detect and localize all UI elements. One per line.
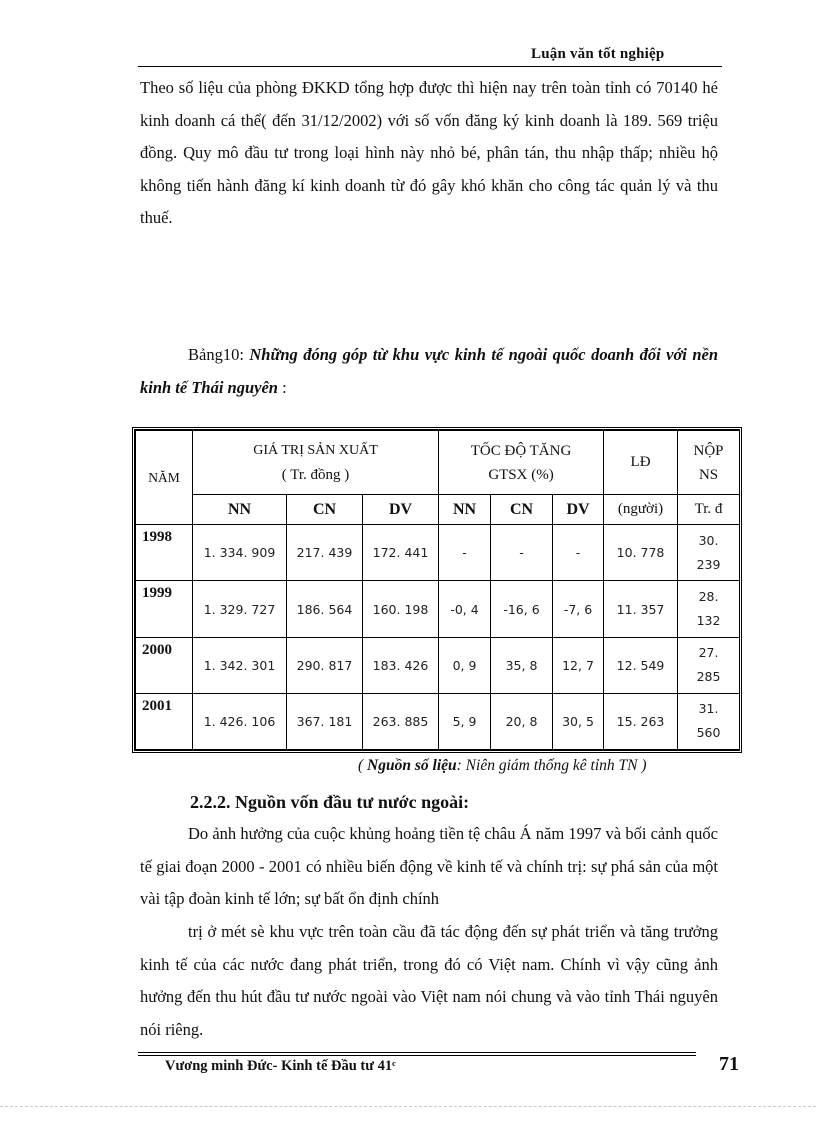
cell-nop-part1: 30. [698, 532, 719, 548]
cell-gtsx-cn: 217. 439 [287, 525, 363, 581]
cell-nop-part1: 27. [698, 645, 719, 661]
header-nop [678, 431, 740, 495]
table-caption-label: Bảng10: [188, 345, 244, 364]
cell-growth-nn: 0, 9 [439, 637, 491, 693]
subheader-gtsx-cn: CN [287, 495, 363, 525]
source-open: ( [358, 757, 368, 774]
cell-gtsx-dv: 172. 441 [363, 525, 439, 581]
footer-rule-top [138, 1052, 696, 1053]
header-rule [138, 66, 722, 67]
header-year: NĂM [136, 431, 193, 525]
cell-nop [678, 693, 740, 749]
subheader-growth-cn: CN [491, 495, 553, 525]
cell-gtsx-dv: 263. 885 [363, 693, 439, 749]
cell-growth-cn: 20, 8 [491, 693, 553, 749]
contribution-table [132, 427, 742, 753]
table-source [358, 757, 647, 775]
source-text: : Niên giám thống kê tỉnh TN ) [456, 757, 647, 774]
cell-ld: 15. 263 [604, 693, 678, 749]
row-year: 1998 [136, 525, 193, 581]
cell-gtsx-nn: 1. 334. 909 [193, 525, 287, 581]
cell-growth-nn: - [439, 525, 491, 581]
body-paragraph-1 [140, 818, 718, 916]
cell-nop-part1: 28. [698, 589, 719, 605]
cell-nop-part2: 132 [696, 613, 721, 629]
cell-nop [678, 581, 740, 637]
cell-growth-dv: -7, 6 [553, 581, 604, 637]
source-label: Nguồn số liệu [367, 757, 457, 774]
cell-gtsx-dv: 183. 426 [363, 637, 439, 693]
cell-nop [678, 637, 740, 693]
table-caption [140, 338, 718, 404]
subheader-growth-nn: NN [439, 495, 491, 525]
cell-growth-cn: -16, 6 [491, 581, 553, 637]
intro-text: Theo số liệu của phòng ĐKKD tổng hợp được thì hiện nay trên toàn tỉnh có 70140 hé kinh doanh cá thể( đến 31/12/2002) với số vốn đăng ký kinh doanh là 189. 569 triệu đồng. Quy mô đầu tư trong loại hình này nhỏ bé, phân tán, thu nhập thấp; nhiều hộ không tiến hành đăng kí kinh doanh từ đó gây khó khăn cho công tác quản lý và thu thuế. [140, 78, 718, 227]
row-year: 1999 [136, 581, 193, 637]
header-growth-line2: GTSX (%) [488, 466, 554, 483]
cell-growth-cn: - [491, 525, 553, 581]
header-growth [439, 431, 604, 495]
body-text-2: trị ở mét sè khu vực trên toàn cầu đã tác động đến sự phát triển và tăng trưởng kinh tế của các nước đang phát triển, trong đó có Việt nam. Chính vì vậy cũng ảnh hưởng đến thu hút đầu tư nước ngoài vào Việt nam nói chung và vào tỉnh Thái nguyên nói riêng. [140, 922, 718, 1039]
header-gtsx-line2: ( Tr. đồng ) [281, 466, 350, 483]
body-paragraph-2 [140, 916, 718, 1046]
cell-growth-dv: - [553, 525, 604, 581]
header-nop-line1: NỘP [693, 442, 724, 459]
footer-rule-bottom [138, 1055, 696, 1056]
cell-nop-part2: 560 [696, 725, 721, 741]
subheader-ld-unit: (người) [604, 495, 678, 525]
header-nop-line2: NS [698, 466, 719, 483]
cell-nop [678, 525, 740, 581]
header-gtsx [193, 431, 439, 495]
cell-gtsx-nn: 1. 329. 727 [193, 581, 287, 637]
cell-nop-part2: 285 [696, 669, 721, 685]
cell-ld: 11. 357 [604, 581, 678, 637]
cell-ld: 12. 549 [604, 637, 678, 693]
row-year: 2001 [136, 693, 193, 749]
table-row [136, 693, 740, 749]
cell-growth-cn: 35, 8 [491, 637, 553, 693]
table-row [136, 525, 740, 581]
cell-gtsx-nn: 1. 342. 301 [193, 637, 287, 693]
table-caption-suffix: : [282, 378, 287, 397]
cell-growth-dv: 12, 7 [553, 637, 604, 693]
footer-author: Vương minh Đức- Kinh tế Đầu tư 41ᶜ [165, 1058, 396, 1074]
subheader-gtsx-nn: NN [193, 495, 287, 525]
cell-nop-part1: 31. [698, 701, 719, 717]
cell-growth-dv: 30, 5 [553, 693, 604, 749]
subheader-growth-dv: DV [553, 495, 604, 525]
header-growth-line1: TỐC ĐỘ TĂNG [470, 442, 572, 459]
cell-gtsx-cn: 186. 564 [287, 581, 363, 637]
cell-growth-nn: 5, 9 [439, 693, 491, 749]
table-caption-title: Những đóng góp từ khu vực kinh tế ngoài quốc doanh đối với nền kinh tế Thái nguyên [140, 345, 719, 397]
table-row [136, 637, 740, 693]
cell-gtsx-dv: 160. 198 [363, 581, 439, 637]
page-number: 71 [719, 1053, 739, 1075]
header-gtsx-line1: GIÁ TRỊ SẢN XUẤT [253, 442, 378, 458]
header-ld: LĐ [604, 431, 678, 495]
page-edge-divider [0, 1106, 816, 1107]
subheader-gtsx-dv: DV [363, 495, 439, 525]
cell-gtsx-nn: 1. 426. 106 [193, 693, 287, 749]
section-heading: 2.2.2. Nguồn vốn đầu tư nước ngoài: [190, 792, 470, 812]
running-header: Luận văn tốt nghiệp [531, 46, 665, 62]
intro-paragraph [140, 72, 718, 235]
table-row [136, 581, 740, 637]
cell-growth-nn: -0, 4 [439, 581, 491, 637]
row-year: 2000 [136, 637, 193, 693]
body-text-1: Do ảnh hưởng của cuộc khủng hoảng tiền tệ châu Á năm 1997 và bối cảnh quốc tế giai đoạn 2000 - 2001 có nhiều biến động về kinh tế và chính trị: sự phá sản của một vài tập đoàn kinh tế lớn; sự bất ổn định chính [140, 824, 718, 908]
cell-ld: 10. 778 [604, 525, 678, 581]
cell-gtsx-cn: 290. 817 [287, 637, 363, 693]
subheader-nop-unit: Tr. đ [678, 495, 740, 525]
cell-nop-part2: 239 [696, 556, 721, 572]
cell-gtsx-cn: 367. 181 [287, 693, 363, 749]
